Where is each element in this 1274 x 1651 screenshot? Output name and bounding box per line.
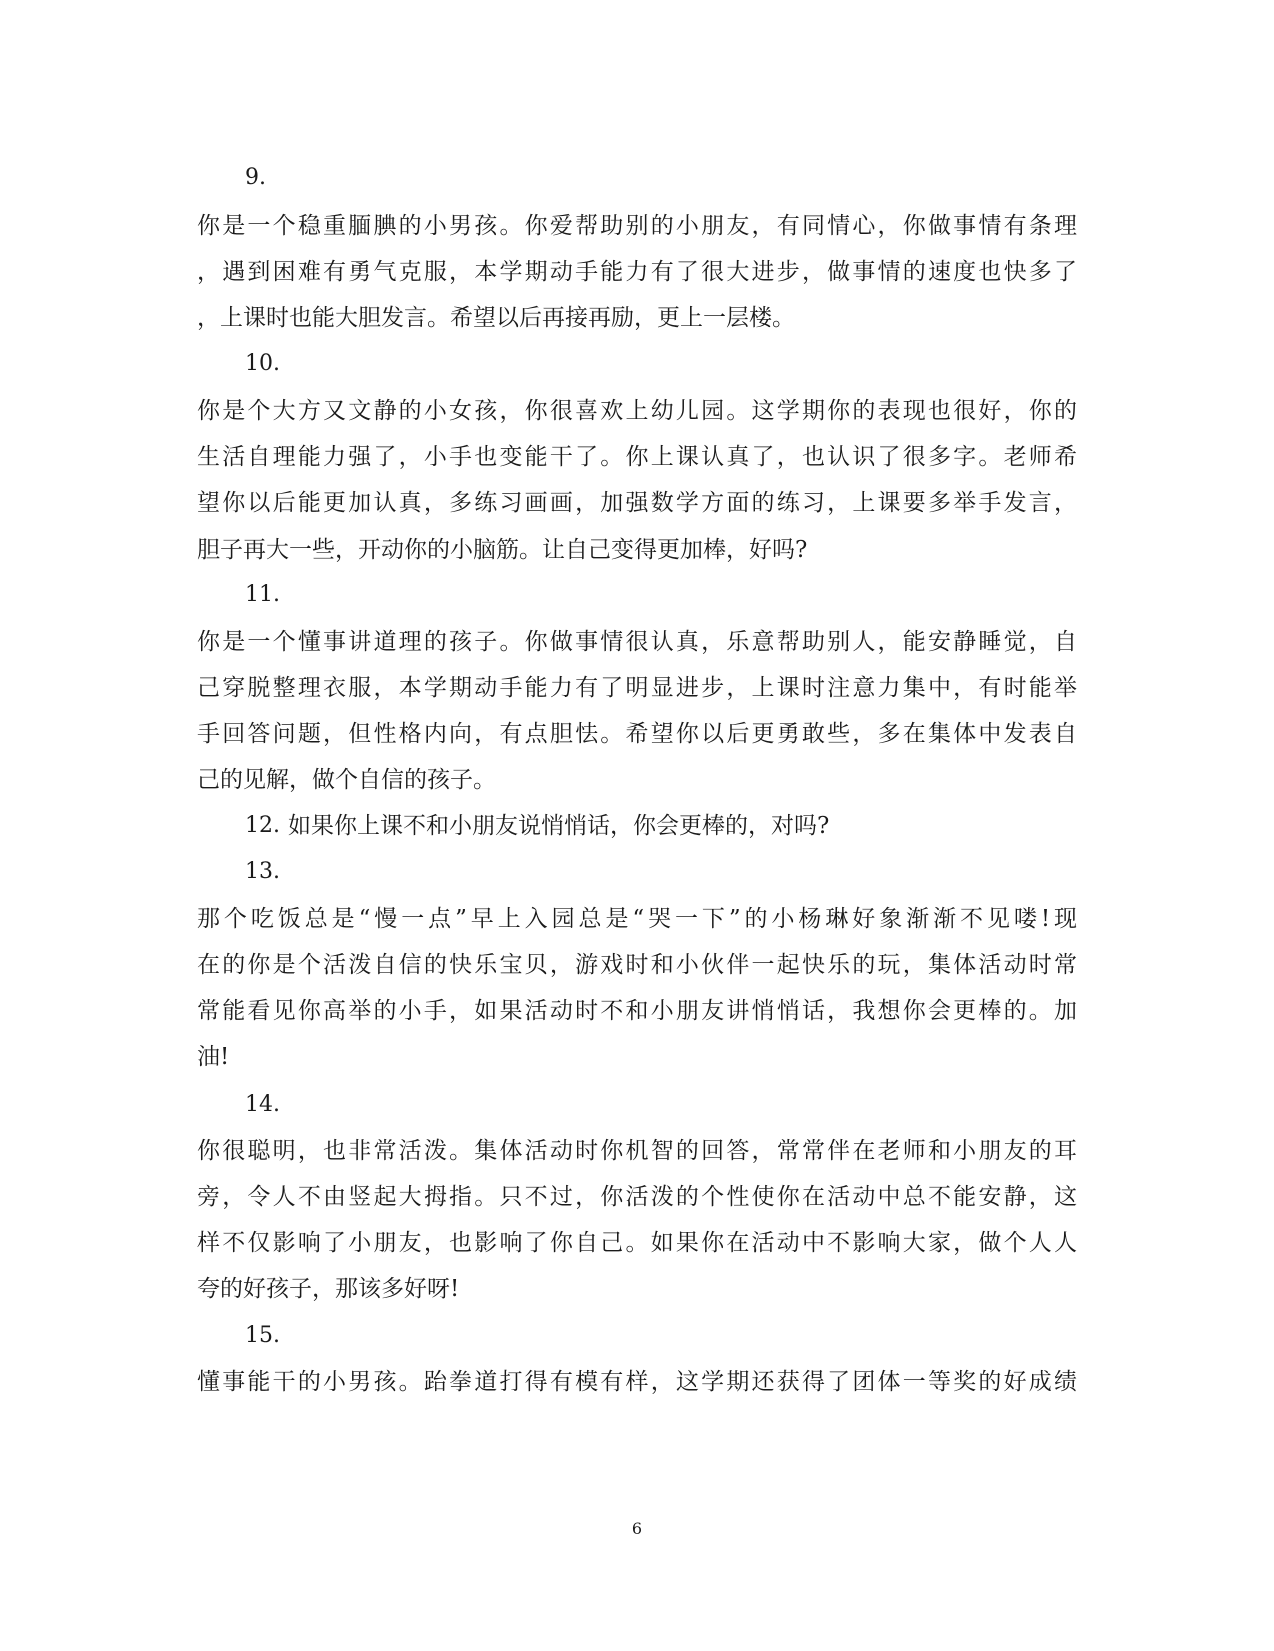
paragraph-line: 手回答问题，但性格内向，有点胆怯。希望你以后更勇敢些，多在集体中发表自 [197,721,1077,747]
paragraph-line: 你是一个稳重腼腆的小男孩。你爱帮助别的小朋友，有同情心，你做事情有条理 [197,213,1077,239]
paragraph-line: 望你以后能更加认真，多练习画画，加强数学方面的练习，上课要多举手发言， [197,490,1077,516]
paragraph-line: 胆子再大一些，开动你的小脑筋。让自己变得更加棒，好吗? [197,537,808,563]
paragraph-line: ，遇到困难有勇气克服，本学期动手能力有了很大进步，做事情的速度也快多了 [197,259,1077,285]
entry-number: 12. [245,813,280,838]
paragraph-line: 己穿脱整理衣服，本学期动手能力有了明显进步，上课时注意力集中，有时能举 [197,675,1077,701]
entry-number: 11. [245,582,280,607]
entry-number: 14. [245,1092,280,1117]
paragraph-line: 己的见解，做个自信的孩子。 [197,767,496,793]
entry-number: 9. [245,165,266,190]
paragraph-line: 你很聪明，也非常活泼。集体活动时你机智的回答，常常伴在老师和小朋友的耳 [197,1138,1077,1164]
entry-number: 13. [245,859,280,884]
paragraph-line: 生活自理能力强了，小手也变能干了。你上课认真了，也认识了很多字。老师希 [197,444,1077,470]
paragraph-line: 油! [197,1044,230,1070]
paragraph-line: 那个吃饭总是“慢一点”早上入园总是“哭一下”的小杨琳好象渐渐不见喽!现 [197,906,1077,932]
entry-number: 15. [245,1323,280,1348]
paragraph-line: 在的你是个活泼自信的快乐宝贝，游戏时和小伙伴一起快乐的玩，集体活动时常 [197,952,1077,978]
paragraph-line: 样不仅影响了小朋友，也影响了你自己。如果你在活动中不影响大家，做个人人 [197,1230,1077,1256]
page-number: 6 [631,1519,643,1538]
paragraph-line: ，上课时也能大胆发言。希望以后再接再励，更上一层楼。 [197,305,795,331]
paragraph-line: 夸的好孩子，那该多好呀! [197,1276,460,1302]
paragraph-line: 你是一个懂事讲道理的孩子。你做事情很认真，乐意帮助别人，能安静睡觉，自 [197,629,1077,655]
inline-entry-text: 如果你上课不和小朋友说悄悄话，你会更棒的，对吗? [288,813,830,839]
paragraph-line: 懂事能干的小男孩。跆拳道打得有模有样，这学期还获得了团体一等奖的好成绩 [197,1369,1077,1395]
paragraph-line: 常能看见你高举的小手，如果活动时不和小朋友讲悄悄话，我想你会更棒的。加 [197,998,1077,1024]
paragraph-line: 你是个大方又文静的小女孩，你很喜欢上幼儿园。这学期你的表现也很好，你的 [197,398,1077,424]
paragraph-line: 旁，令人不由竖起大拇指。只不过，你活泼的个性使你在活动中总不能安静，这 [197,1184,1077,1210]
entry-number: 10. [245,351,280,376]
